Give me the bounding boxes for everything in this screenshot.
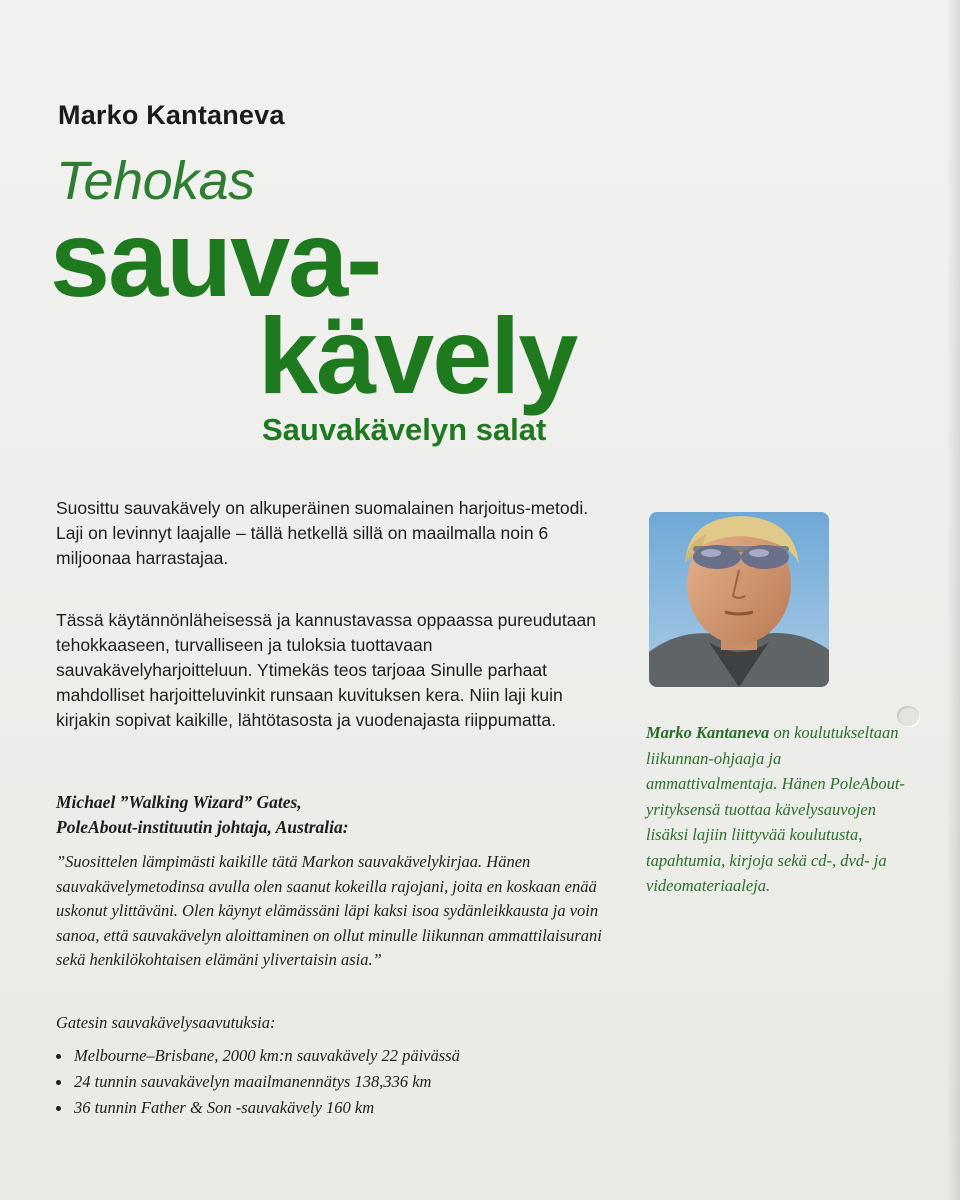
list-item: 36 tunnin Father & Son -sauvakävely 160 km (56, 1095, 460, 1121)
testimonial-name: Michael ”Walking Wizard” Gates, (56, 792, 302, 812)
author-bio-name: Marko Kantaneva (646, 723, 770, 742)
title-line-2: sauva- (50, 198, 381, 319)
list-item: 24 tunnin sauvakävelyn maailmanennätys 138,336 km (56, 1069, 460, 1095)
intro-paragraph-2: Tässä käytännönläheisessä ja kannustavassa oppaassa pureudutaan tehokkaaseen, turvalliseen ja tuloksia tuottavaan sauvakävelyharjoitteluun. Ytimekäs teos tarjoaa Sinulle parhaat mahdolliset harjoitteluvinkit runsaan kuvituksen kera. Niin laji kuin kirjakin sopivat kaikille, lähtötasosta ja vuodenajasta riippumatta. (56, 610, 596, 730)
testimonial-header (56, 790, 616, 840)
title-line-3: kävely (258, 295, 577, 416)
page-edge-shadow (946, 0, 960, 1200)
cover-author: Marko Kantaneva (58, 100, 285, 130)
list-item: Melbourne–Brisbane, 2000 km:n sauvakävely 22 päivässä (56, 1043, 460, 1069)
cover-subtitle: Sauvakävelyn salat (262, 412, 547, 447)
intro-paragraph-1: Suosittu sauvakävely on alkuperäinen suomalainen harjoitus-metodi. Laji on levinnyt laajalle – tällä hetkellä sillä on maailmalla noin 6 miljoonaa harrastajaa. (56, 498, 589, 568)
achievements-list (56, 1043, 460, 1121)
author-photo (649, 512, 829, 687)
hanging-hole (897, 706, 919, 726)
author-bio-text: on koulutukseltaan liikunnan-ohjaaja ja ammattivalmentaja. Hänen PoleAbout-yrityksensä tuottaa kävelysauvojen lisäksi lajiin liittyvää koulutusta, tapahtumia, kirjoja sekä cd-, dvd- ja videomateriaaleja. (646, 723, 905, 895)
author-portrait-image (649, 512, 829, 687)
author-bio (646, 720, 906, 899)
achievements-heading: Gatesin sauvakävelysaavutuksia: (56, 1013, 276, 1032)
title-line-1: Tehokas (56, 151, 255, 211)
testimonial-role: PoleAbout-instituutin johtaja, Australia: (56, 817, 349, 837)
testimonial-quote: ”Suosittelen lämpimästi kaikille tätä Markon sauvakävelykirjaa. Hänen sauvakävelymetodinsa avulla olen saanut kokeilla rajojani, joita en koskaan enää uskonut ylittäväni. Olen käynyt elämässäni läpi kaksi isoa sydänleikkausta ja voin sanoa, että sauvakävelyn aloittaminen on ollut minulle liikunnan ammattilaisurani sekä henkilökohtaisen elämäni ylivertaisin asia.” (56, 852, 602, 969)
